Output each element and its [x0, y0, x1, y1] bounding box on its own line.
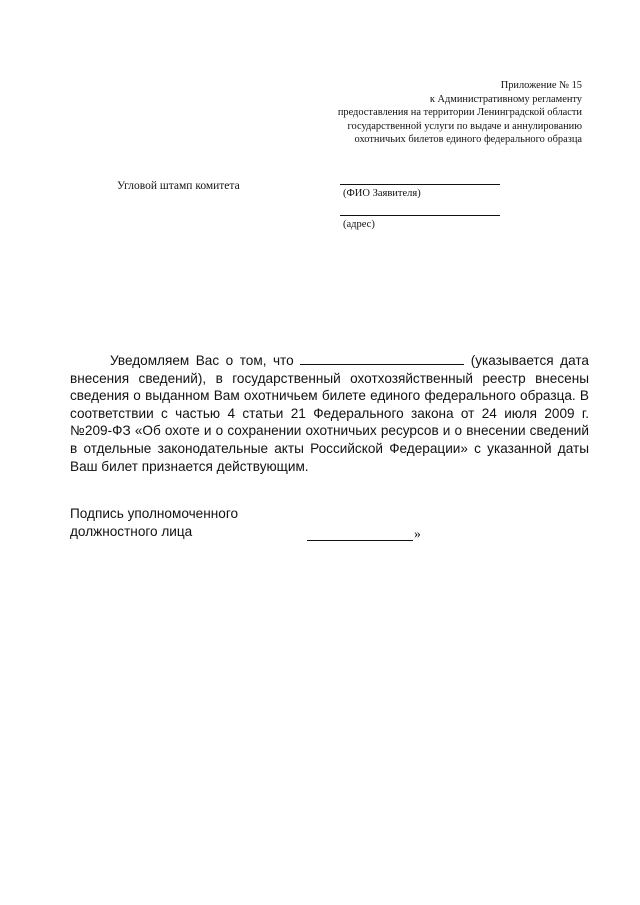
notification-text-start: Уведомляем Вас о том, что	[110, 353, 301, 368]
notification-body	[70, 352, 589, 475]
date-blank-line	[300, 352, 464, 365]
applicant-address-line	[340, 215, 500, 216]
notification-paragraph	[70, 352, 589, 475]
signature-label-line-1: Подпись уполномоченного	[70, 506, 239, 521]
appendix-line-2: к Административному регламенту	[429, 93, 582, 105]
appendix-line-5: охотничьих билетов единого федерального образца	[354, 134, 582, 146]
signature-label	[70, 505, 238, 541]
appendix-line-3: предоставления на территории Ленинградской области	[337, 107, 582, 119]
applicant-name-line	[340, 184, 500, 185]
signature-label-line-2: должностного лица	[70, 524, 193, 539]
applicant-name-label: (ФИО Заявителя)	[343, 188, 421, 199]
appendix-line-4: государственной услуги по выдаче и аннулированию	[347, 120, 582, 132]
signature-closing-quote: »	[414, 526, 421, 541]
notification-text-rest: (указывается дата внесения сведений), в государственный охотхозяйственный реестр внесены сведения о выданном Вам охотничьем билете единого федерального образца. В соответствии с частью 4 статьи 21 Федерального закона от 24 июля 2009 г. №209-ФЗ «Об охоте и о сохранении охотничьих ресурсов и о внесении сведений в отдельные законодательные акты Российской Федерации» с указанной даты Ваш билет признается действующим.	[70, 353, 589, 474]
appendix-line-1: Приложение № 15	[500, 80, 582, 91]
applicant-address-label: (адрес)	[343, 219, 375, 230]
appendix-header	[282, 79, 582, 147]
corner-stamp-label: Угловой штамп комитета	[117, 180, 240, 192]
signature-line	[307, 540, 413, 541]
